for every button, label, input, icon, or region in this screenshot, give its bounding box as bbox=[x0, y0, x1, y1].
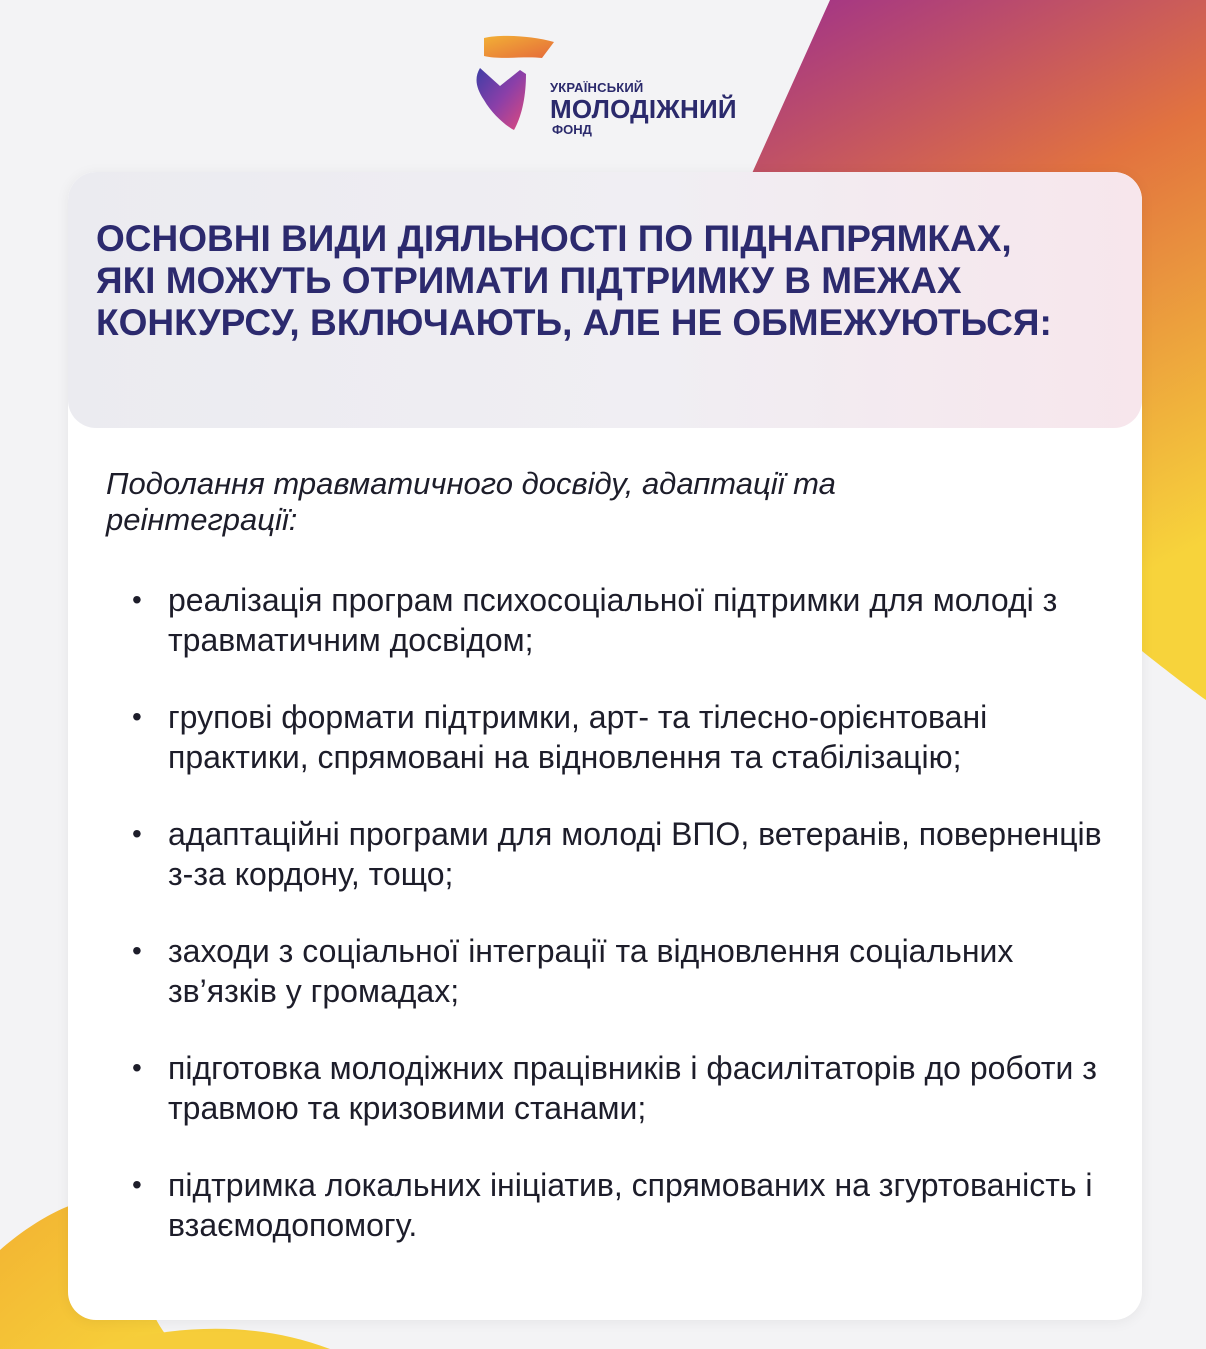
list-item-text: підтримка локальних ініціатив, спрямованих на згуртованість і взаємодопомогу. bbox=[168, 1167, 1093, 1243]
list-item bbox=[124, 697, 1114, 777]
page-title: ОСНОВНІ ВИДИ ДІЯЛЬНОСТІ ПО ПІДНАПРЯМКАХ, ЯКІ МОЖУТЬ ОТРИМАТИ ПІДТРИМКУ В МЕЖАХ КОНКУРСУ, ВКЛЮЧАЮТЬ, АЛЕ НЕ ОБМЕЖУЮТЬСЯ: bbox=[96, 218, 1052, 343]
logo-line-3: ФОНД bbox=[552, 122, 592, 137]
list-item-text: адаптаційні програми для молоді ВПО, ветеранів, поверненців з-за кордону, тощо; bbox=[168, 816, 1102, 892]
list-item bbox=[124, 1165, 1114, 1245]
list-item-text: реалізація програм психосоціальної підтримки для молоді з травматичним досвідом; bbox=[168, 582, 1058, 658]
content-card bbox=[68, 172, 1142, 1320]
bullet: • bbox=[132, 1169, 142, 1200]
logo-line-2: МОЛОДІЖНИЙ bbox=[550, 94, 737, 124]
list-item bbox=[124, 580, 1114, 660]
bullet: • bbox=[132, 818, 142, 849]
list-item-text: групові формати підтримки, арт- та тілесно-орієнтовані практики, спрямовані на відновлення та стабілізацію; bbox=[168, 699, 988, 775]
logo-line-1: УКРАЇНСЬКИЙ bbox=[550, 80, 644, 95]
ukrainian-youth-fund-logo-icon bbox=[470, 34, 560, 134]
list-item bbox=[124, 1048, 1114, 1128]
logo-wordmark bbox=[550, 81, 737, 136]
list-item-text: підготовка молодіжних працівників і фасилітаторів до роботи з травмою та кризовими станами; bbox=[168, 1050, 1097, 1126]
section-subtitle: Подолання травматичного досвіду, адаптації та реінтеграції: bbox=[106, 466, 836, 537]
bullet: • bbox=[132, 584, 142, 615]
list-item-text: заходи з соціальної інтеграції та відновлення соціальних зв’язків у громадах; bbox=[168, 933, 1014, 1009]
logo bbox=[470, 34, 770, 144]
bullet: • bbox=[132, 935, 142, 966]
activity-list bbox=[124, 580, 1114, 1282]
card-header bbox=[68, 172, 1142, 428]
bullet: • bbox=[132, 701, 142, 732]
list-item bbox=[124, 814, 1114, 894]
list-item bbox=[124, 931, 1114, 1011]
bullet: • bbox=[132, 1052, 142, 1083]
